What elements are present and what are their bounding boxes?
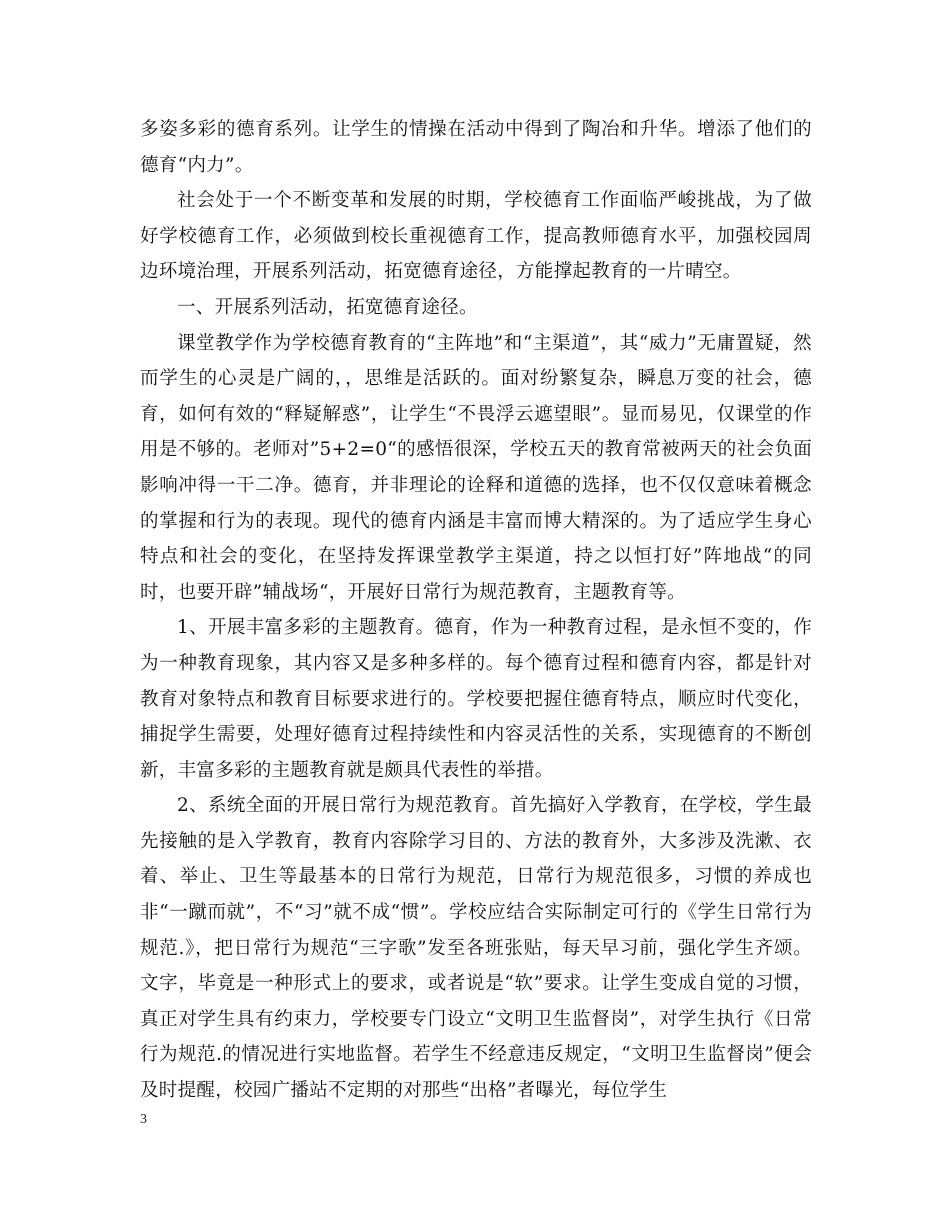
paragraph-theme-education: 1、开展丰富多彩的主题教育。德育，作为一种教育过程，是永恒不变的，作为一种教育现象，其内容又是多种多样的。每个德育过程和德育内容，都是针对教育对象特点和教育目标要求进行的。学校要把握住德育特点，顺应时代变化，捕捉学生需要，处理好德育过程持续性和内容灵活性的关系，实现德育的不断创新，丰富多彩的主题教育就是颇具代表性的举措。: [140, 617, 812, 781]
page-number: 3: [140, 1112, 147, 1127]
section-heading: 一、开展系列活动，拓宽德育途径。: [177, 296, 478, 318]
document-body: [140, 112, 812, 1109]
paragraph-classroom-teaching: 课堂教学作为学校德育教育的“主阵地”和“主渠道”，其“威力”无庸置疑，然而学生的心灵是广阔的，，思维是活跃的。面对纷繁复杂，瞬息万变的社会，德育，如何有效的“释疑解惑”，让学生“不畏浮云遮望眼”。显而易见，仅课堂的作用是不够的。老师对”5+2=0“的感悟很深，学校五天的教育常被两天的社会负面影响冲得一干二净。德育，并非理论的诠释和道德的选择，也不仅仅意味着概念的掌握和行为的表现。现代的德育内涵是丰富而博大精深的。为了适应学生身心特点和社会的变化，在坚持发挥课堂教学主渠道，持之以恒打好”阵地战“的同时，也要开辟”辅战场“，开展好日常行为规范教育，主题教育等。: [140, 332, 812, 603]
paragraph-daily-behavior: 2、系统全面的开展日常行为规范教育。首先搞好入学教育，在学校，学生最先接触的是入学教育，教育内容除学习目的、方法的教育外，大多涉及洗漱、衣着、举止、卫生等最基本的日常行为规范，日常行为规范很多，习惯的养成也非“一蹴而就”，不“习”就不成“惯”。学校应结合实际制定可行的《学生日常行为规范.》，把日常行为规范“三字歌”发至各班张贴，每天早习前，强化学生齐颂。文字，毕竟是一种形式上的要求，或者说是“软”要求。让学生变成自觉的习惯，真正对学生具有约束力，学校要专门设立“文明卫生监督岗”，对学生执行《日常行为规范.的情况进行实地监督。若学生不经意违反规定，“文明卫生监督岗”便会及时提醒，校园广播站不定期的对那些“出格”者曝光，每位学生: [140, 795, 812, 1102]
paragraph-continuation: 多姿多彩的德育系列。让学生的情操在活动中得到了陶冶和升华。增添了他们的德育“内力”。: [140, 119, 812, 176]
paragraph-intro: 社会处于一个不断变革和发展的时期，学校德育工作面临严峻挑战，为了做好学校德育工作，必须做到校长重视德育工作，提高教师德育水平，加强校园周边环境治理，开展系列活动，拓宽德育途径，方能撑起教育的一片晴空。: [140, 190, 812, 283]
